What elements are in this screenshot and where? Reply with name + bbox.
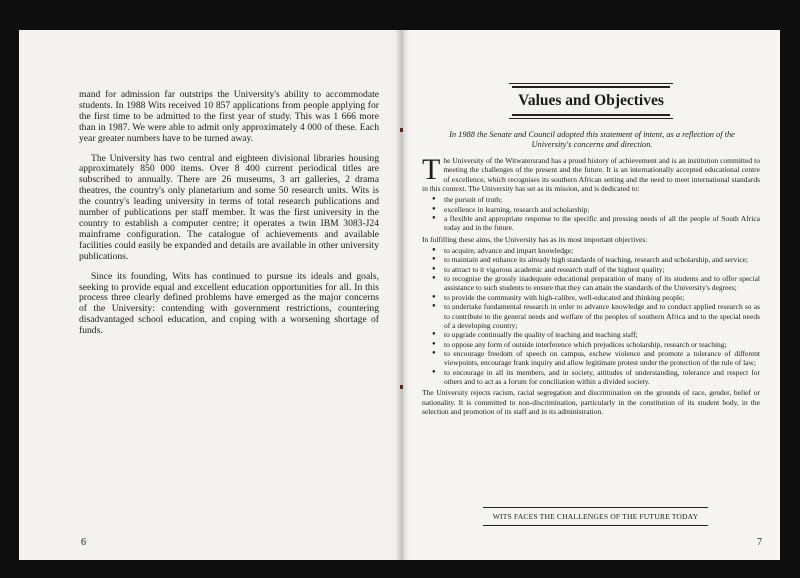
book-gutter xyxy=(395,30,409,560)
mission-list xyxy=(422,195,760,232)
list-item: ● to upgrade continually the quality of teaching and teaching staff; xyxy=(422,330,760,339)
list-item: ● to undertake fundamental research in order to advance knowledge and to conduct applied research so as to contribute to the general needs and welfare of the peoples of southern Africa and to the special needs of a developing country; xyxy=(422,302,760,330)
mission-paragraph xyxy=(422,153,760,194)
objectives-intro: In fulfilling these aims, the University has as its most important objectives: xyxy=(422,234,648,244)
closing-paragraph: The University rejects racism, racial segregation and discrimination on the grounds of race, gender, belief or nationality. It is committed to non-discrimination, particularly in the constitution of its student body, in the selection and promotion of its staff and in its administration. xyxy=(422,388,760,416)
objectives-list xyxy=(422,246,760,386)
page-title: Values and Objectives xyxy=(512,86,670,116)
left-paragraph-1: mand for admission far outstrips the University's ability to accommodate students. In 1988 Wits received 10 857 applications from people applying for the first time to be admitted to the first year of study. This was 1 666 more than in 1987. We were able to admit only approximately 4 000 of these. Each year greater numbers have to be turned away. xyxy=(79,89,379,144)
values-body xyxy=(422,153,760,416)
left-paragraph-2: The University has two central and eighteen divisional libraries housing approximately 850 000 items. Over 8 400 current periodical titles are subscribed to annually. There are 26 museums, 3 art galleries, 2 drama theatres, the country's only planetarium and some 50 research units. Wits is the country's leading university in terms of total research publications and number of publications per staff member. It was the first university in the country to establish a computer centre; it operates a twin IBM 3083-J24 mainframe configuration. The catalogue of achievements and available facilities could easily be expanded and details are available in other university publications. xyxy=(79,152,379,262)
right-page xyxy=(402,30,780,560)
list-item: ● to encourage in all its members, and in society, attitudes of understanding, tolerance and respect for others and to act as a forum for conciliation within a divided society. xyxy=(422,368,760,387)
list-item: ● to provide the community with high-calibre, well-educated and thinking people; xyxy=(422,293,760,302)
list-item: ● to attract to it vigorous academic and research staff of the highest quality; xyxy=(422,265,760,274)
left-text-column xyxy=(79,90,379,346)
staple-mark xyxy=(400,128,403,132)
mission-text: he University of the Witwatersrand has a proud history of achievement and is an institution committed to meeting the challenges of the present and the future. It is an internationally accepted educational centre of excellence, which recognises its southern African setting and the need to meet international standards in this context. The University has set as its mission, and is dedicated to: xyxy=(422,156,760,194)
left-page-number: 6 xyxy=(81,537,86,548)
left-page xyxy=(19,30,402,560)
list-item: ● excellence in learning, research and scholarship; xyxy=(422,205,760,214)
list-item: ● the pursuit of truth; xyxy=(422,195,760,204)
right-page-number: 7 xyxy=(757,537,762,548)
list-item: ● to acquire, advance and impart knowledge; xyxy=(422,246,760,255)
footer-banner: WITS FACES THE CHALLENGES OF THE FUTURE TODAY xyxy=(483,507,708,526)
list-item: ● to oppose any form of outside interference which prejudices scholarship, research or teaching; xyxy=(422,340,760,349)
staple-mark xyxy=(400,385,403,389)
drop-cap: T xyxy=(422,153,441,186)
intro-statement: In 1988 the Senate and Council adopted this statement of intent, as a reflection of the University's concerns and direction. xyxy=(449,130,735,149)
list-item: ● to maintain and enhance its already high standards of teaching, research and scholarship, and service; xyxy=(422,255,760,264)
list-item: ● a flexible and appropriate response to the specific and pressing needs of all the people of South Africa today and in the future. xyxy=(422,214,760,233)
list-item: ● to encourage freedom of speech on campus, eschew violence and promote a tolerance of different viewpoints, encourage frank inquiry and allow legitimate protest under the protection of the rule of law; xyxy=(422,349,760,368)
left-paragraph-3: Since its founding, Wits has continued to pursue its ideals and goals, seeking to provide equal and excellent education opportunities for all. In this process three clearly defined problems have emerged as the major concerns of the University: contending with government restrictions, countering disadvantaged school education, and coping with a worsening shortage of funds. xyxy=(79,270,379,337)
list-item: ● to recognise the grossly inadequate educational preparation of many of its students and to offer special assistance to such students to ensure that they can attain the standards of the University's degrees; xyxy=(422,274,760,293)
